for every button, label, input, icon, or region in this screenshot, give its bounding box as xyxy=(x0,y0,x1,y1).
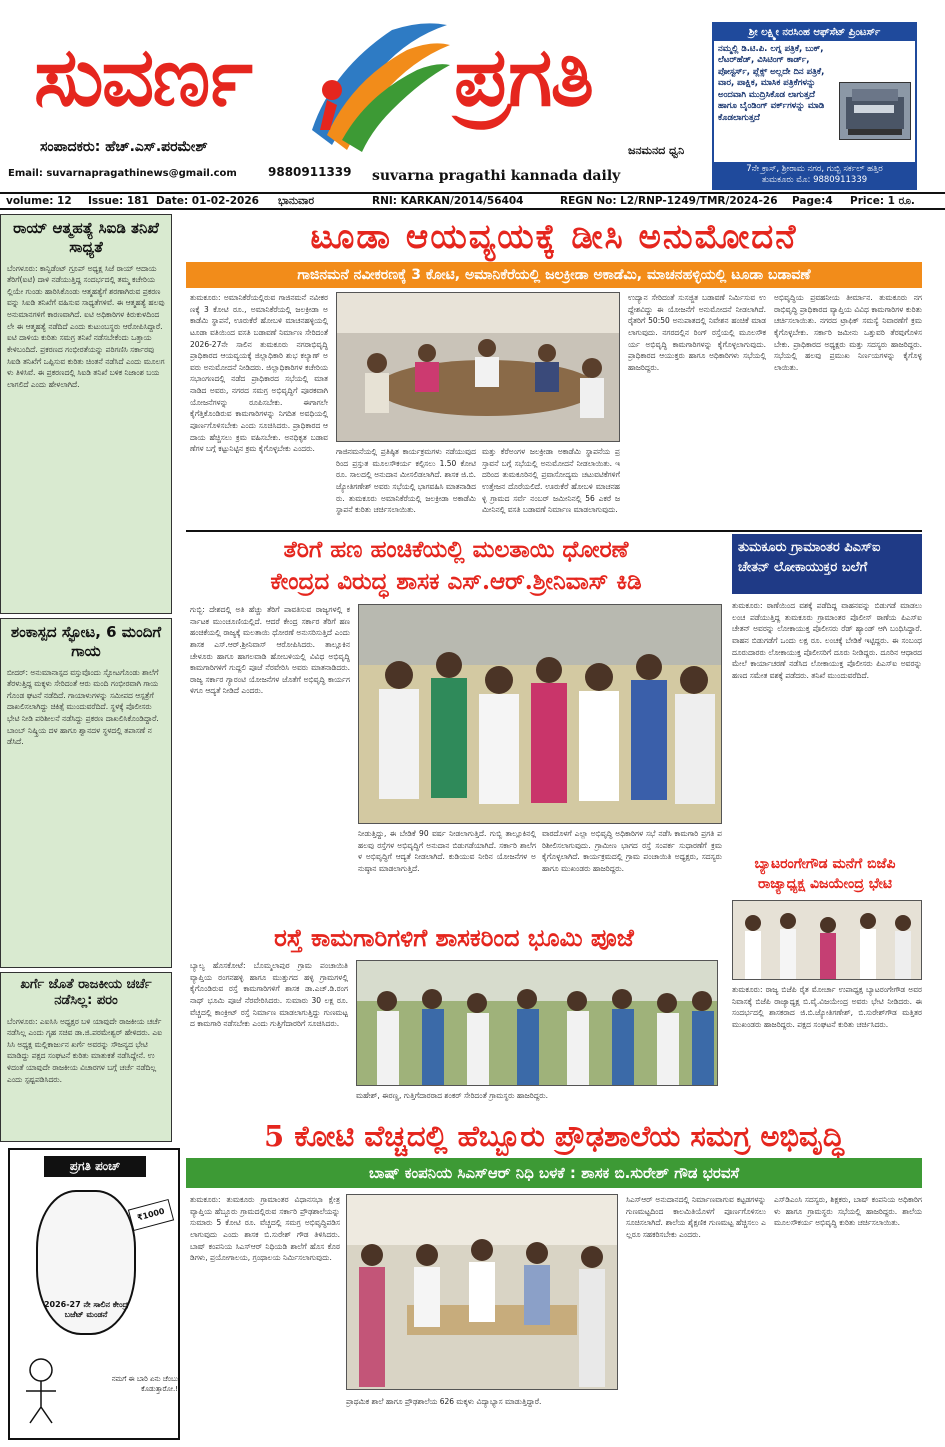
cartoon-bag-label: 2026-27 ನೇ ಸಾಲಿನ ಕೇಂದ್ರ ಬಜೆಟ್ ಮಂಡನೆ xyxy=(43,1300,129,1320)
left-story-2-headline: ಶಂಕಾಸ್ಪದ ಸ್ಫೋಟ, 6 ಮಂದಿಗೆ ಗಾಯ xyxy=(10,623,162,660)
email-line: Email: suvarnapragathinews@gmail.com xyxy=(8,168,237,179)
left-story-3-headline: ಖರ್ಗೆ ಜೊತೆ ರಾಜಕೀಯ ಚರ್ಚೆ ನಡೆಸಿಲ್ಲ: ಪರಂ xyxy=(20,977,152,1009)
tagline-english: suvarna pragathi kannada daily xyxy=(372,168,621,184)
left-story-3-text: ಬೆಂಗಳೂರು: ಎಐಸಿಸಿ ಅಧ್ಯಕ್ಷರ ಬಳಿ ಯಾವುದೇ ರಾಜಕೀಯ ಚರ್ಚೆ ನಡೆಸಿಲ್ಲ ಎಂದು ಗೃಹ ಸಚಿವ ಡಾ.ಜಿ.ಪರಮೇಶ್ವರ್ ಹೇಳಿದರು. ಎಐಸಿಸಿ ಅಧ್ಯಕ್ಷ ಮಲ್ಲಿಕಾರ್ಜುನ ಖರ್ಗೆ ಅವರನ್ನು ಸೌಜನ್ಯದ ಭೇಟಿ ಮಾಡಿದ್ದು ಪಕ್ಷದ ಸಂಘಟನೆ ಕುರಿತು ಮಾತುಕತೆ ನಡೆಸಿದ್ದೇನೆ. ಉಳಿದಂತೆ ಯಾವುದೇ ರಾಜಕೀಯ ವಿಚಾರಗಳ ಬಗ್ಗೆ ಚರ್ಚೆ ನಡೆದಿಲ್ಲ ಎಂದು ಸ್ಪಷ್ಟಪಡಿಸಿದರು. xyxy=(7,1016,163,1084)
story3-photo xyxy=(356,960,718,1086)
story4-subheadline: ಬಾಷ್ ಕಂಪನಿಯ ಸಿಎಸ್‌ಆರ್ ನಿಧಿ ಬಳಕೆ : ಶಾಸಕ ಬಿ.ಸುರೇಶ್ ಗೌಡ ಭರವಸೆ xyxy=(186,1158,922,1188)
story4-photo xyxy=(346,1194,618,1390)
group-photo-icon xyxy=(359,605,722,824)
lead-column-5: ಅಭಿವೃದ್ಧಿಯ ಪ್ರವಹನೀಯ ತೀರ್ಮಾನ. ತುಮಕೂರು ನಗರಾಭಿವೃದ್ಧಿ ಪ್ರಾಧಿಕಾರದ ವ್ಯಾಪ್ತಿಯ ವಿವಿಧ ಕಾಮಗಾರಿಗಳ ಕುರಿತು ಚರ್ಚಿಸಲಾಯಿತು. ನಗರದ ಟ್ರಾಫಿಕ್ ಸಮಸ್ಯೆ ನಿವಾರಣೆಗೆ ಕ್ರಮ ಕೈಗೊಳ್ಳಬೇಕು. ಸರ್ಕಾರಿ ಜಮೀನು ಒತ್ತುವರಿ ತೆರವುಗೊಳಿಸಬೇಕು. ಪ್ರಾಧಿಕಾರದ ಅಧ್ಯಕ್ಷರು ಮತ್ತು ಸದಸ್ಯರು ಹಾಜರಿದ್ದರು. ಸಭೆಯಲ್ಲಿ ಹಲವು ಪ್ರಮುಖ ನಿರ್ಣಯಗಳನ್ನು ಕೈಗೊಳ್ಳಲಾಯಿತು. xyxy=(774,293,922,372)
police-story-text: ತುಮಕೂರು: ಠಾಣೆಯಿಂದ ವಶಕ್ಕೆ ಪಡೆದಿದ್ದ ವಾಹನವನ್ನು ಬಿಡುಗಡೆ ಮಾಡಲು ಲಂಚ ಪಡೆಯುತ್ತಿದ್ದ ತುಮಕೂರು ಗ್ರಾಮಾಂತರ ಪೊಲೀಸ್ ಠಾಣೆಯ ಪಿಎಸ್‌ಐ ಚೇತನ್ ಅವರನ್ನು ಲೋಕಾಯುಕ್ತ ಪೊಲೀಸರು ರೆಡ್ ಹ್ಯಾಂಡ್ ಆಗಿ ಬಂಧಿಸಿದ್ದಾರೆ. ವಾಹನ ಬಿಡುಗಡೆಗೆ ಒಂದು ಲಕ್ಷ ರೂ. ಲಂಚಕ್ಕೆ ಬೇಡಿಕೆ ಇಟ್ಟಿದ್ದರು. ಈ ಸಂಬಂಧ ದೂರುದಾರರು ಲೋಕಾಯುಕ್ತ ಪೊಲೀಸರಿಗೆ ದೂರು ನೀಡಿದ್ದರು. ದೂರಿನ ಆಧಾರದ ಮೇಲೆ ಕಾರ್ಯಾಚರಣೆ ನಡೆಸಿದ ಲೋಕಾಯುಕ್ತ ಪೊಲೀಸರು ಪಿಎಸ್‌ಐ ಅವರನ್ನು ಹಣದ ಸಮೇತ ವಶಕ್ಕೆ ಪಡೆದರು. ತನಿಖೆ ಮುಂದುವರೆದಿದೆ. xyxy=(732,601,922,680)
cartoon-title: ಪ್ರಗತಿ ಪಂಚ್ xyxy=(44,1156,146,1177)
flag-emblem-icon xyxy=(272,10,452,160)
logo-part-1: ಸುವರ್ಣ xyxy=(34,29,251,125)
bjp-visit-photo xyxy=(732,900,922,980)
bjp-headline-line1: ಬ್ಯಾಟರಂಗೇಗೌಡ ಮನೆಗೆ ಬಿಜೆಪಿ xyxy=(754,856,896,872)
editor-line: ಸಂಪಾದಕರು: ಹೆಚ್.ಎಸ್.ಪರಮೇಶ್ xyxy=(40,139,208,155)
story3-caption: ಮಹೇಶ್, ಈರಣ್ಣ, ಗುತ್ತಿಗೆದಾರರಾದ ಶಂಕರ್ ಸೇರಿದಂತೆ ಗ್ರಾಮಸ್ಥರು ಹಾಜರಿದ್ದರು. xyxy=(356,1091,549,1100)
ad-contact: ತುಮಕೂರು ಮೊ: 9880911339 xyxy=(761,174,868,185)
common-man-icon xyxy=(16,1355,66,1425)
regn-number: REGN No: L2/RNP-1249/TMR/2024-26 xyxy=(560,195,778,207)
story2-column-3: ವಾರದೊಳಗೆ ಎಲ್ಲಾ ಅಭಿವೃದ್ಧಿ ಅಧಿಕಾರಿಗಳ ಸಭೆ ನಡೆಸಿ ಕಾಮಗಾರಿ ಪ್ರಗತಿ ಪರಿಶೀಲಿಸಲಾಗುವುದು. ಗ್ರಾಮೀಣ ಭಾಗದ ರಸ್ತೆ ಸಂಪರ್ಕ ಸುಧಾರಣೆಗೆ ಕ್ರಮ ಕೈಗೊಳ್ಳಲಾಗಿದೆ. ಕಾರ್ಯಕ್ರಮದಲ್ಲಿ ಗ್ರಾಮ ಪಂಚಾಯಿತಿ ಅಧ್ಯಕ್ಷರು, ಸದಸ್ಯರು ಹಾಗೂ ಮುಖಂಡರು ಹಾಜರಿದ್ದರು. xyxy=(542,829,722,873)
story4-column-2: ಪ್ರಾಥಮಿಕ ಶಾಲೆ ಹಾಗೂ ಪ್ರೌಢಶಾಲೆಯ 626 ಮಕ್ಕಳು ವಿದ್ಯಾಭ್ಯಾಸ ಮಾಡುತ್ತಿದ್ದಾರೆ. xyxy=(346,1397,542,1406)
bjp-headline-line2: ರಾಜ್ಯಾಧ್ಯಕ್ಷ ವಿಜಯೇಂದ್ರ ಭೇಟಿ xyxy=(757,876,893,892)
ad-address: 7ನೇ ಕ್ರಾಸ್, ಶ್ರೀರಾಮ ನಗರ, ಗುಬ್ಬಿ ಸರ್ಕಲ್ ಹತ್ತಿರ xyxy=(746,163,883,174)
lead-headline: ಟೂಡಾ ಆಯವ್ಯಯಕ್ಕೆ ಡೀಸಿ ಅನುಮೋದನೆ xyxy=(310,217,798,257)
story2-headline-line1: ತೆರಿಗೆ ಹಣ ಹಂಚಿಕೆಯಲ್ಲಿ ಮಲತಾಯಿ ಧೋರಣೆ xyxy=(283,536,629,563)
left-story-2-text: ಬೀದರ್: ಅನುಮಾನಾಸ್ಪದ ವಸ್ತುವೊಂದು ಸ್ಫೋಟಗೊಂಡು ಶಾಲೆಗೆ ತೆರಳುತ್ತಿದ್ದ ಮಕ್ಕಳು ಸೇರಿದಂತೆ ಆರು ಮಂದಿ ಗಂಭೀರವಾಗಿ ಗಾಯಗೊಂಡ ಘಟನೆ ನಡೆದಿದೆ. ಗಾಯಾಳುಗಳನ್ನು ಸಮೀಪದ ಆಸ್ಪತ್ರೆಗೆ ದಾಖಲಿಸಲಾಗಿದ್ದು ಚಿಕಿತ್ಸೆ ಮುಂದುವರೆದಿದೆ. ಸ್ಥಳಕ್ಕೆ ಪೊಲೀಸರು ಭೇಟಿ ನೀಡಿ ಪರಿಶೀಲನೆ ನಡೆಸಿದ್ದು ಪ್ರಕರಣ ದಾಖಲಿಸಿಕೊಂಡಿದ್ದಾರೆ. ಬಾಂಬ್ ನಿಷ್ಕ್ರಿಯ ದಳ ಹಾಗೂ ಶ್ವಾನದಳ ಸ್ಥಳದಲ್ಲಿ ತಪಾಸಣೆ ನಡೆಸಿದೆ. xyxy=(7,667,159,747)
story4-headline: 5 ಕೋಟಿ ವೆಚ್ಚದಲ್ಲಿ ಹೆಬ್ಬೂರು ಪ್ರೌಢಶಾಲೆಯ ಸಮಗ್ರ ಅಭಿವೃದ್ಧಿ xyxy=(264,1119,844,1153)
phone-line: 9880911339 xyxy=(268,165,352,179)
story3-text: ಬ್ಯಾಲ್ಯ ಹೊಸಕೋಟೆ: ಬೊಮ್ಮಲಾಪುರ ಗ್ರಾಮ ಪಂಚಾಯಿತಿ ವ್ಯಾಪ್ತಿಯ ರಂಗನಹಳ್ಳಿ ಹಾಗೂ ಮುತ್ತುಗದ ಹಳ್ಳಿ ಗ್ರಾಮಗಳಲ್ಲಿ ಕೈಗೊಂಡಿರುವ ರಸ್ತೆ ಕಾಮಗಾರಿಗಳಿಗೆ ಶಾಸಕ ಡಾ.ಎಚ್.ಡಿ.ರಂಗನಾಥ್ ಭೂಮಿ ಪೂಜೆ ನೆರವೇರಿಸಿದರು. ಸುಮಾರು 30 ಲಕ್ಷ ರೂ. ವೆಚ್ಚದಲ್ಲಿ ಕಾಂಕ್ರೀಟ್ ರಸ್ತೆ ನಿರ್ಮಾಣ ಮಾಡಲಾಗುತ್ತಿದ್ದು ಗುಣಮಟ್ಟದ ಕಾಮಗಾರಿ ನಡೆಸಬೇಕು ಎಂದು ಗುತ್ತಿಗೆದಾರರಿಗೆ ಸೂಚಿಸಿದರು. xyxy=(190,961,348,1029)
printer-icon xyxy=(840,83,912,141)
newspaper-logo xyxy=(34,29,592,125)
lead-column-2: ಗಾಜಿನಮನೆಯಲ್ಲಿ ಪ್ರತಿಷ್ಠಿತ ಕಾರ್ಯಕ್ರಮಗಳು ನಡೆಯುವುದರಿಂದ ಪ್ರಸ್ತುತ ಮೂಲಸೌಕರ್ಯ ಕಲ್ಪಿಸಲು 1.50 ಕೋಟಿ ರೂ. ಸಾಲದಲ್ಲಿ ಅನುದಾನ ಮೀಸಲಿಡಲಾಗಿದೆ. ಶಾಸಕ ಜಿ.ಬಿ.ಜ್ಯೋತಿಗಣೇಶ್ ಅವರು ಸಭೆಯಲ್ಲಿ ಭಾಗವಹಿಸಿ ಮಾತನಾಡಿದರು. ತುಮಕೂರು ಅಮಾನಿಕೆರೆಯಲ್ಲಿ ಜಲಕ್ರೀಡಾ ಅಕಾಡೆಮಿ ಸ್ಥಾಪನೆ ಕುರಿತು ಚರ್ಚಿಸಲಾಯಿತು. xyxy=(336,447,476,515)
story4-column-4: ಎಸ್‌ಡಿಎಂಸಿ ಸದಸ್ಯರು, ಶಿಕ್ಷಕರು, ಬಾಷ್ ಕಂಪನಿಯ ಅಧಿಕಾರಿಗಳು ಹಾಗೂ ಗ್ರಾಮಸ್ಥರು ಸಭೆಯಲ್ಲಿ ಹಾಜರಿದ್ದರು. ಶಾಲೆಯ ಮೂಲಸೌಕರ್ಯ ಅಭಿವೃದ್ಧಿ ಕುರಿತು ಚರ್ಚಿಸಲಾಯಿತು. xyxy=(774,1195,922,1228)
story2-column-2: ನೀಡುತ್ತಿದ್ದು, ಈ ಬೇಡಿಕೆ 90 ವರ್ಷ ನೀಡಲಾಗುತ್ತಿದೆ. ಗುಬ್ಬಿ ತಾಲ್ಲೂಕಿನಲ್ಲಿ ಹಲವು ರಸ್ತೆಗಳ ಅಭಿವೃದ್ಧಿಗೆ ಅನುದಾನ ಬಿಡುಗಡೆಯಾಗಿದೆ. ಸರ್ಕಾರಿ ಶಾಲೆಗಳ ಅಭಿವೃದ್ಧಿಗೆ ಆದ್ಯತೆ ನೀಡಲಾಗಿದೆ. ಕುಡಿಯುವ ನೀರಿನ ಯೋಜನೆಗಳ ಅನುಷ್ಠಾನ ಮಾಡಲಾಗುತ್ತಿದೆ. xyxy=(358,829,536,873)
lead-column-1: ತುಮಕೂರು: ಅಮಾನಿಕೆರೆಯಲ್ಲಿರುವ ಗಾಜಿನಮನೆ ನವೀಕರಣಕ್ಕೆ 3 ಕೋಟಿ ರೂ., ಅಮಾನಿಕೆರೆಯಲ್ಲಿ ಜಲಕ್ರೀಡಾ ಅಕಾಡೆಮಿ ಸ್ಥಾಪನೆ, ಊರುಕೆರೆ ಹೋಬಳಿ ಮಾಚನಹಳ್ಳಿಯಲ್ಲಿ ಟೂಡಾ ವತಿಯಿಂದ ವಸತಿ ಬಡಾವಣೆ ನಿರ್ಮಾಣ ಸೇರಿದಂತೆ 2026-27ನೇ ಸಾಲಿನ ತುಮಕೂರು ನಗರಾಭಿವೃದ್ಧಿ ಪ್ರಾಧಿಕಾರದ ಆಯವ್ಯಯಕ್ಕೆ ಜಿಲ್ಲಾಧಿಕಾರಿ ಶುಭ ಕಲ್ಯಾಣ್ ಅವರು ಅನುಮೋದನೆ ನೀಡಿದರು. ಜಿಲ್ಲಾಧಿಕಾರಿಗಳ ಕಚೇರಿಯ ಸಭಾಂಗಣದಲ್ಲಿ ನಡೆದ ಪ್ರಾಧಿಕಾರದ ಸಭೆಯಲ್ಲಿ ಮಾತನಾಡಿದ ಅವರು, ನಗರದ ಸಮಗ್ರ ಅಭಿವೃದ್ಧಿಗೆ ಪೂರಕವಾಗಿ ಯೋಜನೆಗಳನ್ನು ರೂಪಿಸಬೇಕು. ಈಗಾಗಲೇ ಕೈಗೆತ್ತಿಕೊಂಡಿರುವ ಕಾಮಗಾರಿಗಳನ್ನು ನಿಗದಿತ ಅವಧಿಯಲ್ಲಿ ಪೂರ್ಣಗೊಳಿಸಬೇಕು ಎಂದು ಸೂಚಿಸಿದರು. ಪ್ರಾಧಿಕಾರದ ಆದಾಯ ಹೆಚ್ಚಿಸಲು ಕ್ರಮ ವಹಿಸಬೇಕು. ಅನಧಿಕೃತ ಬಡಾವಣೆಗಳ ಬಗ್ಗೆ ಕಟ್ಟುನಿಟ್ಟಿನ ಕ್ರಮ ಕೈಗೊಳ್ಳಬೇಕು ಎಂದರು. xyxy=(190,293,328,454)
story4-column-3: ಸಿಎಸ್‌ಆರ್ ಅನುದಾನದಲ್ಲಿ ನಿರ್ಮಾಣವಾಗುವ ಕಟ್ಟಡಗಳನ್ನು ಗುಣಮಟ್ಟದಿಂದ ಕಾಲಮಿತಿಯೊಳಗೆ ಪೂರ್ಣಗೊಳಿಸಲು ಸೂಚಿಸಲಾಗಿದೆ. ಶಾಲೆಯ ಶೈಕ್ಷಣಿಕ ಗುಣಮಟ್ಟ ಹೆಚ್ಚಿಸಲು ಎಲ್ಲರೂ ಸಹಕರಿಸಬೇಕು ಎಂದರು. xyxy=(626,1195,766,1239)
police-story-headline: ತುಮಕೂರು ಗ್ರಾಮಾಂತರ ಪಿಎಸ್‌ಐ ಚೇತನ್ ಲೋಕಾಯುಕ್ತರ ಬಲೆಗೆ xyxy=(732,534,922,594)
left-story-2 xyxy=(0,618,172,968)
ad-footer xyxy=(714,162,915,188)
pragati-panch-cartoon xyxy=(8,1148,180,1440)
left-story-1-text: ಬೆಂಗಳೂರು: ಕಾನ್ಫಿಡೆಂಟ್ ಗ್ರೂಪ್ ಅಧ್ಯಕ್ಷ ಸಿಜೆ ರಾಯ್ ಆದಾಯ ತೆರಿಗೆ(ಐಟಿ) ದಾಳಿ ನಡೆಯುತ್ತಿದ್ದ ಸಂದರ್ಭದಲ್ಲಿ ತಮ್ಮ ಕಚೇರಿಯಲ್ಲಿಯೇ ಗುಂಡು ಹಾರಿಸಿಕೊಂಡು ಆತ್ಮಹತ್ಯೆಗೆ ಶರಣಾಗಿರುವ ಪ್ರಕರಣವನ್ನು ಸಿಐಡಿ ತನಿಖೆಗೆ ವಹಿಸುವ ಸಾಧ್ಯತೆಗಳಿವೆ. ಈ ಆತ್ಮಹತ್ಯೆ ಹಲವು ಅನುಮಾನಗಳಿಗೆ ಕಾರಣವಾಗಿದೆ. ಐಟಿ ಅಧಿಕಾರಿಗಳ ಕಿರುಕುಳದಿಂದಲೇ ಈ ಆತ್ಮಹತ್ಯೆ ನಡೆದಿದೆ ಎಂದು ಕುಟುಂಬಸ್ಥರು ಆರೋಪಿಸಿದ್ದಾರೆ. ಐಟಿ ದಾಳಿಯ ಕುರಿತು ಸಮಗ್ರ ತನಿಖೆ ನಡೆಸಬೇಕೆಂದು ಒತ್ತಾಯ ಕೇಳಿಬಂದಿದೆ. ಪ್ರಕರಣದ ಗಂಭೀರತೆಯನ್ನು ಪರಿಗಣಿಸಿ ಸರ್ಕಾರವು ಸಿಐಡಿ ತನಿಖೆಗೆ ಒಪ್ಪಿಸುವ ಕುರಿತು ಚಿಂತನೆ ನಡೆಸಿದೆ ಎಂದು ಮೂಲಗಳು ತಿಳಿಸಿವೆ. ಈ ಪ್ರಕರಣದಲ್ಲಿ ಸಿಐಡಿ ತನಿಖೆ ಬಳಿಕ ನಿಜಾಂಶ ಬಯಲಾಗಲಿದೆ ಎಂದು ಹೇಳಲಾಗಿದೆ. xyxy=(7,263,165,389)
meeting-photo-icon xyxy=(337,293,620,442)
weekday: ಭಾನುವಾರ xyxy=(278,195,315,207)
ad-body: ನಮ್ಮಲ್ಲಿ ಡಿ.ಟಿ.ಪಿ. ಲಗ್ನ ಪತ್ರಿಕೆ, ಬುಕ್, ಲೆಟರ್‌ಹೆಡ್, ವಿಸಿಟಿಂಗ್ ಕಾರ್ಡ್, ಪೋಸ್ಟರ್ಸ್, ಪ್ಲೆಕ್ಸ್ ಅಲ್ಲದೇ ದಿನ ಪತ್ರಿಕೆ, ವಾರ, ಪಾಕ್ಷಿಕ, ಮಾಸಿಕ ಪತ್ರಿಕೆಗಳನ್ನು ಅಂದವಾಗಿ ಮುದ್ರಿಸಿಕೊಡ ಲಾಗುತ್ತದೆ ಹಾಗೂ ಬೈಂಡಿಂಗ್ ವರ್ಕ್‌ಗಳನ್ನು ಮಾಡಿ ಕೊಡಲಾಗುತ್ತದೆ xyxy=(718,44,825,123)
school-meeting-photo-icon xyxy=(347,1195,618,1390)
printing-machine-image xyxy=(839,82,911,140)
lead-meeting-photo xyxy=(336,292,620,442)
date: Date: 01-02-2026 xyxy=(156,195,259,207)
story3-headline: ರಸ್ತೆ ಕಾಮಗಾರಿಗಳಿಗೆ ಶಾಸಕರಿಂದ ಭೂಮಿ ಪೂಜೆ xyxy=(274,923,634,952)
cartoon-caption: ನಮಗೆ ಈ ಬಾರಿ ಏನು ಚೆಂಬು ಕೊಡುತ್ತಾರೋ.! xyxy=(111,1375,178,1393)
tagline-kannada: ಜನಮನದ ಧ್ವನಿ xyxy=(628,144,685,157)
ad-title: ಶ್ರೀ ಲಕ್ಷ್ಮೀ ನರಸಿಂಹ ಆಫ್‌ಸೆಟ್ ಪ್ರಿಂಟರ್ಸ್ xyxy=(714,24,915,41)
left-story-1-headline: ರಾಯ್ ಆತ್ಮಹತ್ಯೆ ಸಿಐಡಿ ತನಿಖೆ ಸಾಧ್ಯತೆ xyxy=(13,219,159,256)
rni-number: RNI: KARKAN/2014/56404 xyxy=(372,195,524,207)
bjp-story-headline xyxy=(728,854,922,898)
printer-advertisement xyxy=(712,22,917,190)
price: Price: 1 ರೂ. xyxy=(850,195,915,207)
story2-headline xyxy=(186,534,726,600)
story2-column-1: ಗುಬ್ಬಿ: ದೇಶದಲ್ಲಿ ಅತಿ ಹೆಚ್ಚು ತೆರಿಗೆ ಪಾವತಿಸುವ ರಾಜ್ಯಗಳಲ್ಲಿ ಕರ್ನಾಟಕ ಮುಂಚೂಣಿಯಲ್ಲಿದೆ. ಆದರೆ ಕೇಂದ್ರ ಸರ್ಕಾರ ತೆರಿಗೆ ಹಣ ಹಂಚಿಕೆಯಲ್ಲಿ ರಾಜ್ಯಕ್ಕೆ ಮಲತಾಯಿ ಧೋರಣೆ ಅನುಸರಿಸುತ್ತಿದೆ ಎಂದು ಶಾಸಕ ಎಸ್.ಆರ್.ಶ್ರೀನಿವಾಸ್ ಆರೋಪಿಸಿದರು. ತಾಲ್ಲೂಕಿನ ಚೇಳೂರು ಹಾಗೂ ಹಾಗಲವಾಡಿ ಹೋಬಳಿಯಲ್ಲಿ ವಿವಿಧ ಅಭಿವೃದ್ಧಿ ಕಾಮಗಾರಿಗಳಿಗೆ ಗುದ್ದಲಿ ಪೂಜೆ ನೆರವೇರಿಸಿ ಅವರು ಮಾತನಾಡಿದರು. ರಾಜ್ಯ ಸರ್ಕಾರ ಗ್ಯಾರಂಟಿ ಯೋಜನೆಗಳ ಜೊತೆಗೆ ಅಭಿವೃದ್ಧಿ ಕಾರ್ಯಗಳಿಗೂ ಆದ್ಯತೆ ನೀಡಿದೆ ಎಂದರು. xyxy=(190,605,350,696)
currency-note-icon: ₹1000 xyxy=(128,1199,174,1231)
story2-headline-line2: ಕೇಂದ್ರದ ವಿರುದ್ಧ ಶಾಸಕ ಎಸ್.ಆರ್.ಶ್ರೀನಿವಾಸ್ ಕಿಡಿ xyxy=(270,568,642,595)
divider xyxy=(186,530,922,532)
story4-column-1: ತುಮಕೂರು: ತುಮಕೂರು ಗ್ರಾಮಾಂತರ ವಿಧಾನಸಭಾ ಕ್ಷೇತ್ರ ವ್ಯಾಪ್ತಿಯ ಹೆಬ್ಬೂರು ಗ್ರಾಮದಲ್ಲಿರುವ ಸರ್ಕಾರಿ ಪ್ರೌಢಶಾಲೆಯನ್ನು ಸುಮಾರು 5 ಕೋಟಿ ರೂ. ವೆಚ್ಚದಲ್ಲಿ ಸಮಗ್ರ ಅಭಿವೃದ್ಧಿಪಡಿಸಲಾಗುವುದು ಎಂದು ಶಾಸಕ ಬಿ.ಸುರೇಶ್ ಗೌಡ ತಿಳಿಸಿದರು. ಬಾಷ್ ಕಂಪನಿಯ ಸಿಎಸ್‌ಆರ್ ನಿಧಿಯಡಿ ಶಾಲೆಗೆ ಹೊಸ ಕೊಠಡಿಗಳು, ಪ್ರಯೋಗಾಲಯ, ಗ್ರಂಥಾಲಯ ನಿರ್ಮಿಸಲಾಗುವುದು. xyxy=(190,1195,340,1263)
issue: Issue: 181 xyxy=(88,195,149,207)
left-story-3 xyxy=(0,972,172,1142)
volume: volume: 12 xyxy=(6,195,72,207)
left-story-1 xyxy=(0,214,172,614)
story2-photo xyxy=(358,604,722,824)
issue-info-bar xyxy=(0,192,945,210)
bjp-story-text: ತುಮಕೂರು: ರಾಜ್ಯ ಬಿಜೆಪಿ ರೈತ ಮೋರ್ಚಾ ಉಪಾಧ್ಯಕ್ಷ ಬ್ಯಾಟರಂಗೇಗೌಡ ಅವರ ನಿವಾಸಕ್ಕೆ ಬಿಜೆಪಿ ರಾಜ್ಯಾಧ್ಯಕ್ಷ ಬಿ.ವೈ.ವಿಜಯೇಂದ್ರ ಅವರು ಭೇಟಿ ನೀಡಿದರು. ಈ ಸಂದರ್ಭದಲ್ಲಿ ಶಾಸಕರಾದ ಜಿ.ಬಿ.ಜ್ಯೋತಿಗಣೇಶ್, ಬಿ.ಸುರೇಶ್‌ಗೌಡ ಮತ್ತಿತರ ಮುಖಂಡರು ಹಾಜರಿದ್ದರು. ಪಕ್ಷದ ಸಂಘಟನೆ ಕುರಿತು ಚರ್ಚಿಸಿದರು. xyxy=(732,985,922,1029)
lead-column-3: ಮತ್ತು ಕೆರೆಅಂಗಳ ಜಲಕ್ರೀಡಾ ಅಕಾಡೆಮಿ ಸ್ಥಾಪನೆಯ ಪ್ರಸ್ತಾವನೆ ಬಗ್ಗೆ ಸಭೆಯಲ್ಲಿ ಅನುಮೋದನೆ ನೀಡಲಾಯಿತು. ಇದರಿಂದ ತುಮಕೂರಿನಲ್ಲಿ ಪ್ರವಾಸೋದ್ಯಮ ಚಟುವಟಿಕೆಗಳಿಗೆ ಉತ್ತೇಜನ ದೊರೆಯಲಿದೆ. ಊರುಕೆರೆ ಹೋಬಳಿ ಮಾಚನಹಳ್ಳಿ ಗ್ರಾಮದ ಸರ್ವೆ ನಂಬರ್ ಜಮೀನಿನಲ್ಲಿ 56 ಎಕರೆ ಜಮೀನಿನಲ್ಲಿ ವಸತಿ ಬಡಾವಣೆ ನಿರ್ಮಾಣ ಮಾಡಲಾಗುವುದು. xyxy=(482,447,620,515)
page-number: Page:4 xyxy=(792,195,833,207)
lead-column-4: ಉದ್ಯಾನ ಸೇರಿದಂತೆ ಸುಸಜ್ಜಿತ ಬಡಾವಣೆ ನಿರ್ಮಿಸುವ ಉದ್ದೇಶವಿದ್ದು ಈ ಯೋಜನೆಗೆ ಅನುಮೋದನೆ ನೀಡಲಾಗಿದೆ. ರೈತರಿಗೆ 50:50 ಅನುಪಾತದಲ್ಲಿ ನಿವೇಶನ ಹಂಚಿಕೆ ಮಾಡಲಾಗುವುದು. ನಗರದಲ್ಲಿನ ರಿಂಗ್ ರಸ್ತೆಯಲ್ಲಿ ಮೂಲಸೌಕರ್ಯ ಅಭಿವೃದ್ಧಿ ಕಾಮಗಾರಿಗಳನ್ನು ಕೈಗೊಳ್ಳಲಾಗುವುದು. ಪ್ರಾಧಿಕಾರದ ಆಯುಕ್ತರು ಹಾಗೂ ಅಧಿಕಾರಿಗಳು ಸಭೆಯಲ್ಲಿ ಹಾಜರಿದ್ದರು. xyxy=(628,293,766,372)
bjp-photo-icon xyxy=(733,901,922,980)
lead-subheadline: ಗಾಜಿನಮನೆ ನವೀಕರಣಕ್ಕೆ 3 ಕೋಟಿ, ಅಮಾನಿಕೆರೆಯಲ್ಲಿ ಜಲಕ್ರೀಡಾ ಅಕಾಡೆಮಿ, ಮಾಚನಹಳ್ಳಿಯಲ್ಲಿ ಟೂಡಾ ಬಡಾವಣೆ xyxy=(186,262,922,288)
bhoomi-pooja-photo-icon xyxy=(357,961,718,1086)
logo-part-2: ಪ್ರಗತಿ xyxy=(454,29,592,125)
